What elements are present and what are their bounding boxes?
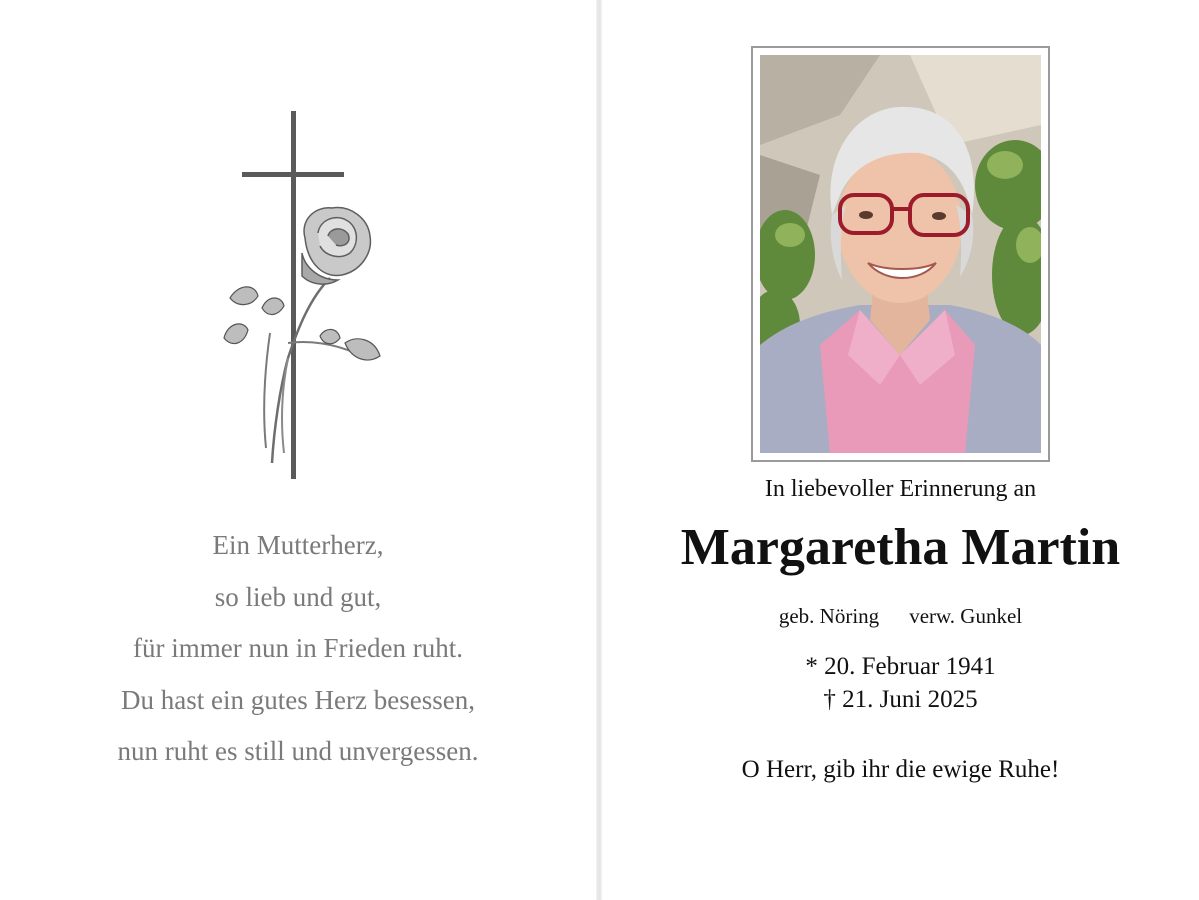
portrait-photo [760, 55, 1041, 453]
life-dates [602, 650, 1199, 716]
poem-line: so lieb und gut, [214, 581, 382, 612]
birth-date: * 20. Februar 1941 [805, 653, 996, 680]
prayer-line: O Herr, gib ihr die ewige Ruhe! [741, 756, 1060, 783]
poem-line: Ein Mutterherz, [212, 530, 384, 560]
poem-line: für immer nun in Frieden ruht. [133, 633, 463, 663]
maiden-name: geb. Nöring [778, 604, 880, 628]
deceased-name: Margaretha Martin [680, 519, 1121, 576]
widowed-name: verw. Gunkel [909, 604, 1023, 628]
death-date: † 21. Juni 2025 [823, 686, 978, 713]
left-page [0, 0, 596, 900]
poem-line: Du hast ein gutes Herz besessen, [121, 684, 475, 715]
memorial-intro: In liebevoller Erinnerung an [764, 476, 1037, 502]
cross-rose-icon [210, 108, 390, 483]
name-details [602, 604, 1199, 629]
poem [40, 520, 556, 778]
poem-line: nun ruht es still und unvergessen. [117, 736, 479, 766]
portrait-frame [751, 46, 1050, 462]
